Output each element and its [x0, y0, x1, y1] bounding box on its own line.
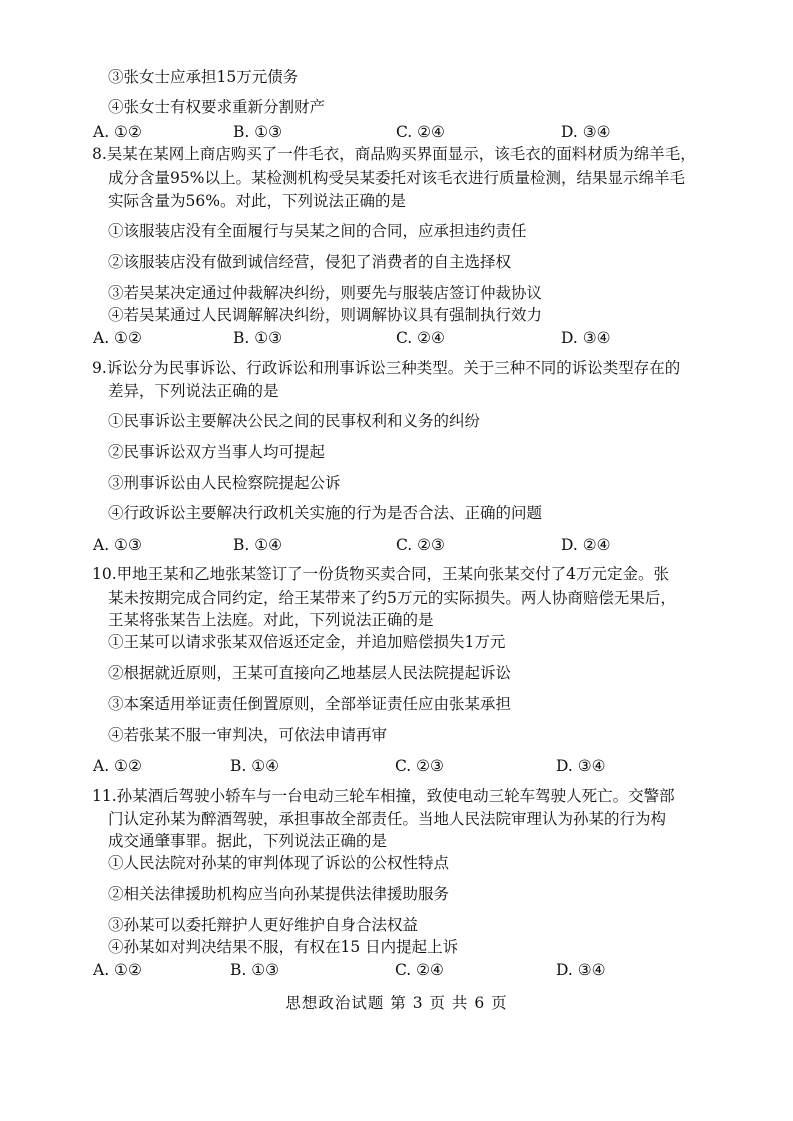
choice-b: B. ①④: [233, 536, 283, 554]
q10-choices: [93, 756, 653, 776]
q11-choices: [93, 960, 653, 980]
q8-stem-line-1: 8.吴某在某网上商店购买了一件毛衣，商品购买界面显示，该毛衣的面料材质为绵羊毛，: [92, 145, 696, 163]
q9-option-1: ①民事诉讼主要解决公民之间的民事权利和义务的纠纷: [108, 412, 481, 430]
q11-stem-line-2: 门认定孙某为醉酒驾驶，承担事故全部责任。当地人民法院审理认为孙某的行为构: [108, 810, 667, 828]
choice-c: C. ②④: [396, 329, 445, 347]
q8-option-1: ①该服装店没有全面履行与吴某之间的合同，应承担违约责任: [108, 222, 527, 240]
q9-option-2: ②民事诉讼双方当事人均可提起: [108, 443, 326, 461]
page-footer: 思想政治试题 第 3 页 共 6 页: [285, 994, 508, 1012]
q8-stem-line-2: 成分含量95%以上。某检测机构受吴某委托对该毛衣进行质量检测，结果显示绵羊毛: [108, 169, 685, 187]
q8-option-4: ④若吴某通过人民调解解决纠纷，则调解协议具有强制执行效力: [108, 306, 543, 324]
choice-d: D. ③④: [561, 329, 611, 347]
q8-option-2: ②该服装店没有做到诚信经营，侵犯了消费者的自主选择权: [108, 253, 512, 271]
q7-choices: [93, 122, 653, 142]
choice-a: A. ①②: [93, 757, 142, 775]
q11-stem-line-3: 成交通肇事罪。据此，下列说法正确的是: [108, 832, 388, 850]
q11-option-4: ④孙某如对判决结果不服，有权在15 日内提起上诉: [108, 938, 459, 956]
choice-b: B. ①③: [233, 329, 283, 347]
q9-stem-line-2: 差异，下列说法正确的是: [108, 382, 279, 400]
choice-c: C. ②③: [396, 536, 445, 554]
q10-stem-line-2: 某未按期完成合同约定，给王某带来了约5万元的实际损失。两人协商赔偿无果后，: [108, 589, 676, 607]
choice-a: A. ①②: [93, 961, 142, 979]
q10-stem-line-3: 王某将张某告上法庭。对此，下列说法正确的是: [108, 611, 434, 629]
choice-a: A. ①②: [93, 329, 142, 347]
q10-option-2: ②根据就近原则，王某可直接向乙地基层人民法院提起诉讼: [108, 664, 512, 682]
choice-d: D. ③④: [561, 123, 611, 141]
q9-option-4: ④行政诉讼主要解决行政机关实施的行为是否合法、正确的问题: [108, 504, 543, 522]
q8-stem-line-3: 实际含量为56%。对此，下列说法正确的是: [108, 192, 406, 210]
q9-choices: [93, 535, 653, 555]
q11-stem-line-1: 11.孙某酒后驾驶小轿车与一台电动三轮车相撞，致使电动三轮车驾驶人死亡。交警部: [92, 787, 675, 805]
q11-option-1: ①人民法院对孙某的审判体现了诉讼的公权性特点: [108, 854, 450, 872]
choice-b: B. ①④: [230, 757, 280, 775]
q10-option-4: ④若张某不服一审判决，可依法申请再审: [108, 726, 388, 744]
choice-c: C. ②④: [395, 961, 444, 979]
choice-d: D. ③④: [556, 757, 606, 775]
choice-c: C. ②③: [395, 757, 444, 775]
choice-b: B. ①③: [233, 123, 283, 141]
q11-option-2: ②相关法律援助机构应当向孙某提供法律援助服务: [108, 885, 450, 903]
choice-b: B. ①③: [230, 961, 280, 979]
q7-option-4: ④张女士有权要求重新分割财产: [108, 98, 326, 116]
choice-d: D. ②④: [561, 536, 611, 554]
q9-stem-line-1: 9.诉讼分为民事诉讼、行政诉讼和刑事诉讼三种类型。关于三种不同的诉讼类型存在的: [92, 359, 681, 377]
q9-option-3: ③刑事诉讼由人民检察院提起公诉: [108, 474, 341, 492]
q11-option-3: ③孙某可以委托辩护人更好维护自身合法权益: [108, 916, 419, 934]
q7-option-3: ③张女士应承担15万元债务: [108, 68, 299, 86]
q10-option-1: ①王某可以请求张某双倍返还定金，并追加赔偿损失1万元: [108, 633, 506, 651]
choice-d: D. ③④: [556, 961, 606, 979]
q8-option-3: ③若吴某决定通过仲裁解决纠纷，则要先与服装店签订仲裁协议: [108, 284, 543, 302]
q8-choices: [93, 328, 653, 348]
q10-stem-line-1: 10.甲地王某和乙地张某签订了一份货物买卖合同，王某向张某交付了4万元定金。张: [92, 565, 670, 583]
q10-option-3: ③本案适用举证责任倒置原则，全部举证责任应由张某承担: [108, 695, 512, 713]
choice-a: A. ①③: [93, 536, 142, 554]
choice-c: C. ②④: [396, 123, 445, 141]
choice-a: A. ①②: [93, 123, 142, 141]
